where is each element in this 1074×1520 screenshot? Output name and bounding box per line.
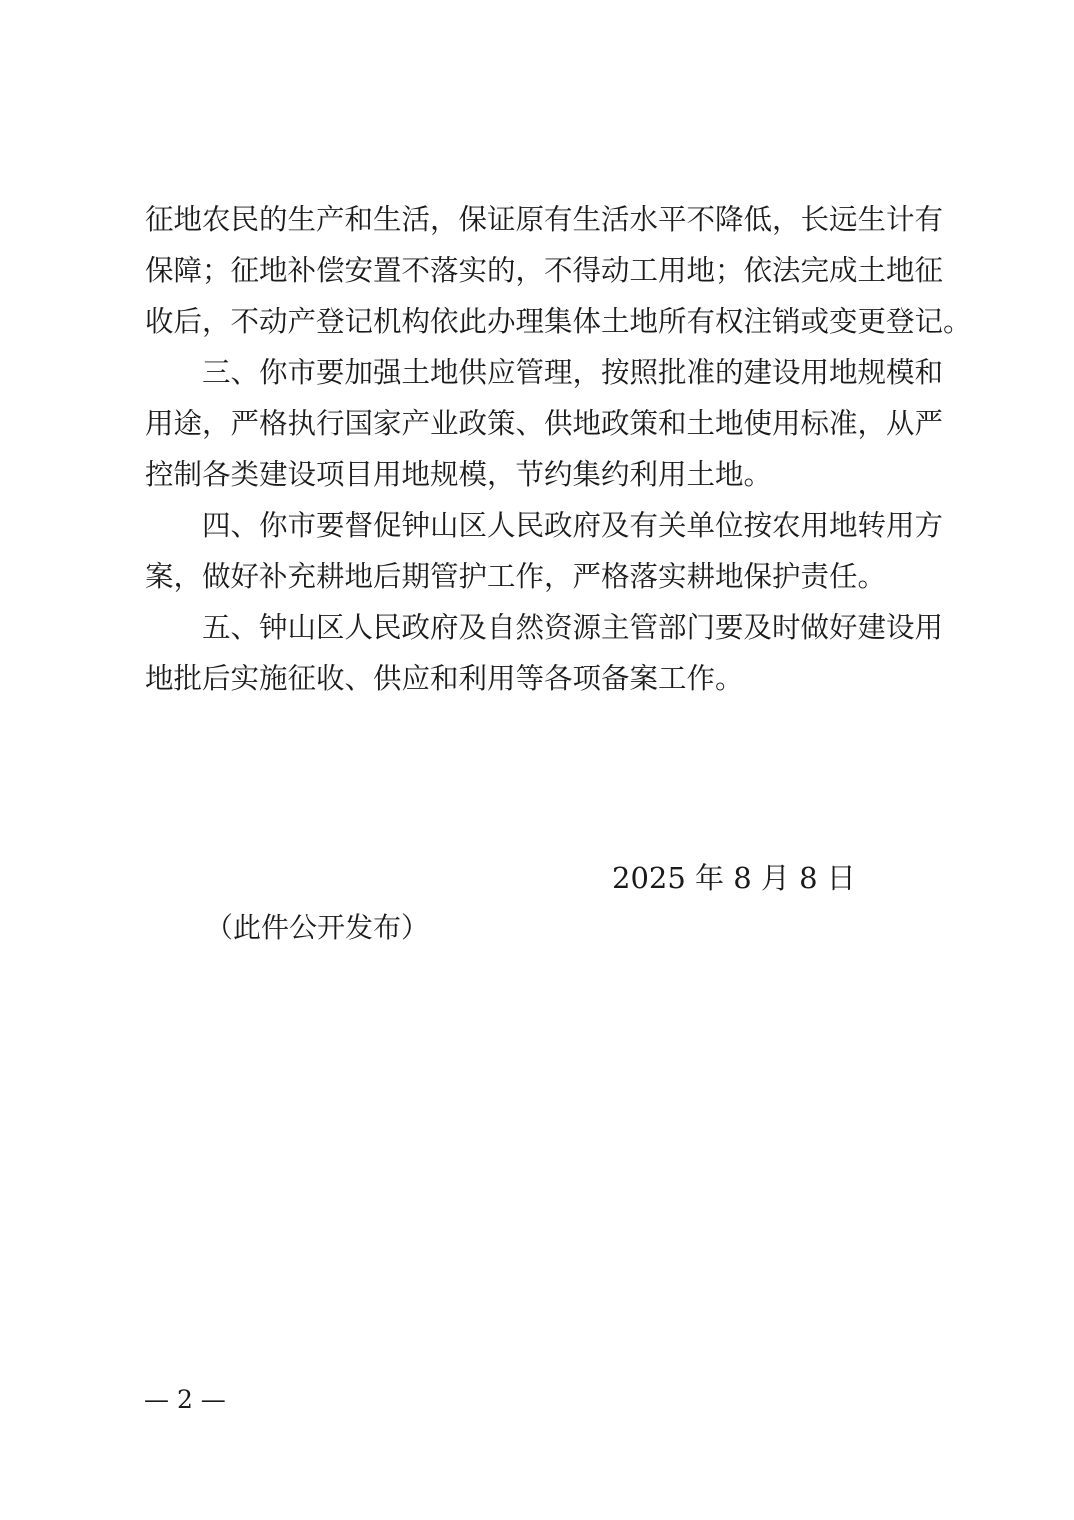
document-date: 2025 年 8 月 8 日 [612,861,856,895]
body-line-3: 收后，不动产登记机构依此办理集体土地所有权注销或变更登记。 [145,305,972,338]
body-line-4: 三、你市要加强土地供应管理，按照批准的建设用地规模和 [202,356,944,389]
body-line-2: 保障；征地补偿安置不落实的，不得动工用地；依法完成土地征 [145,254,944,287]
page-number: — 2 — [144,1385,226,1414]
body-line-1: 征地农民的生产和生活，保证原有生活水平不降低，长远生计有 [145,203,944,236]
body-line-10: 地批后实施征收、供应和利用等各项备案工作。 [145,662,744,695]
body-line-5: 用途，严格执行国家产业政策、供地政策和土地使用标准，从严 [145,407,944,440]
body-line-8: 案，做好补充耕地后期管护工作，严格落实耕地保护责任。 [145,560,887,593]
body-line-9: 五、钟山区人民政府及自然资源主管部门要及时做好建设用 [202,611,944,644]
body-line-6: 控制各类建设项目用地规模，节约集约利用土地。 [145,458,773,491]
publication-note: （此件公开发布） [205,911,430,944]
body-line-7: 四、你市要督促钟山区人民政府及有关单位按农用地转用方 [202,509,944,542]
